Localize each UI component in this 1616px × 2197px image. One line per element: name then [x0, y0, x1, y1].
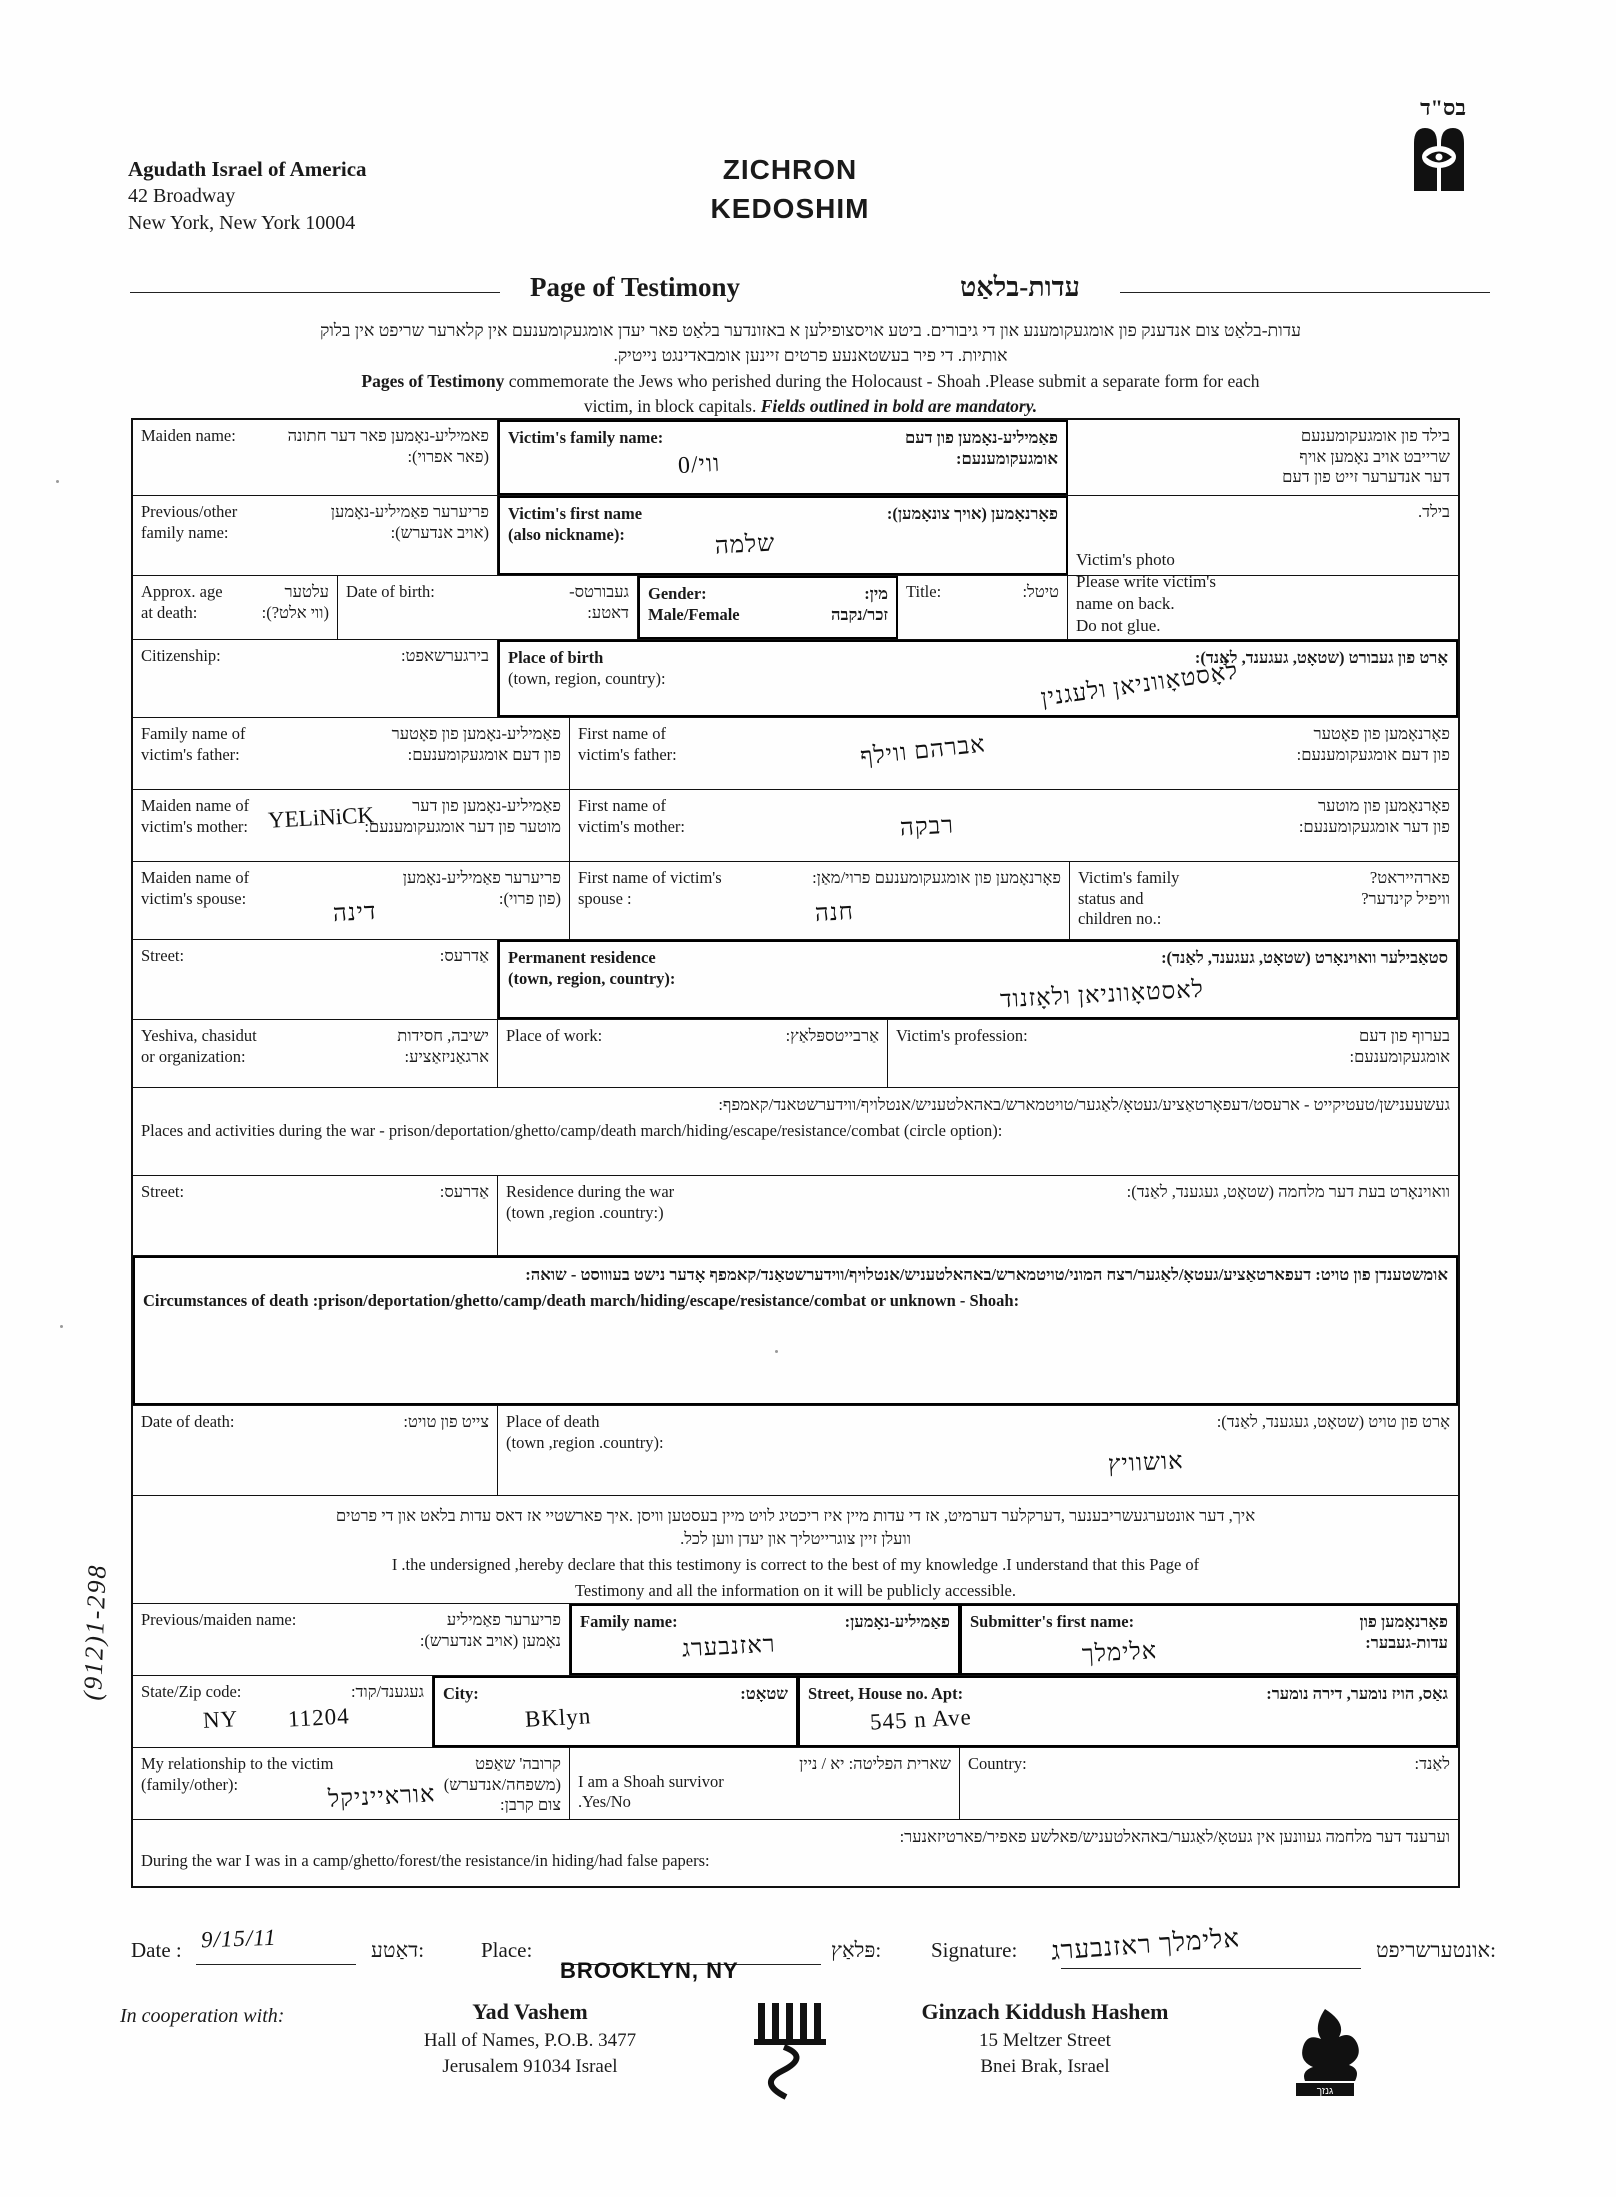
row-war-activities [133, 1088, 1458, 1176]
testimony-form-table [131, 418, 1460, 1888]
ginzach-block [880, 1997, 1210, 2081]
field-circumstances-of-death[interactable] [133, 1256, 1458, 1405]
victim-family-name-label-en: Victim's family name: [508, 428, 664, 447]
mother-first-label-en: First name of victim's mother: [578, 796, 686, 836]
field-country[interactable] [960, 1748, 1458, 1819]
yeshiva-label-he: ישיבה, חסידות ארגאַניזאַציע: [397, 1026, 489, 1066]
row-citizenship-place-of-birth [133, 640, 1458, 718]
profession-label-he: בערוף פון דעם אומגעקומענעם: [1349, 1026, 1450, 1066]
field-citizenship[interactable] [133, 640, 498, 717]
photo-en-1: Victim's photo [1076, 549, 1175, 569]
row-relationship-survivor-country [133, 1748, 1458, 1820]
document-footer [0, 1995, 1616, 2195]
photo-en-3: name on back. [1076, 593, 1175, 613]
field-permanent-residence[interactable] [498, 940, 1458, 1019]
row-spouse-and-status [133, 862, 1458, 940]
row-father-names [133, 718, 1458, 790]
ginzach-name: Ginzach Kiddush Hashem [921, 1999, 1169, 2024]
field-place-of-birth[interactable] [498, 640, 1458, 717]
row-residence-during-war [133, 1176, 1458, 1256]
title-label-en: Title: [906, 582, 942, 601]
photo-area [1068, 576, 1458, 639]
state-zip-label-en: State/Zip code: [141, 1682, 242, 1701]
field-mother-maiden-name[interactable] [133, 790, 570, 861]
war-activities-label-he: געשעענישן/טעטיקייט - ארעסט/דעפאָרטאַציע/געטאָ/לאַגער/טויטמארש/באהאלטעניש/אנטלויף/ווידערשטאנד/קאמפף: [718, 1095, 1450, 1114]
victim-first-name-value: שלמה [714, 530, 776, 560]
street-label-he: אַדרעס: [439, 946, 489, 965]
row-death-date-place [133, 1406, 1458, 1496]
divider-left [130, 292, 500, 293]
previous-other-label-he: פריערער פאַמיליע-נאָמען (אויב אנדערש): [330, 502, 489, 542]
spouse-maiden-label-en: Maiden name of victim's spouse: [141, 868, 250, 908]
field-approx-age[interactable] [133, 576, 338, 639]
declaration-he-line1: איך, דער אונטערגעשריבענער ,דערקלער דערמיט, אז די עדות מיין איז ריכטיג לויט מיין בעסטען וויסן .איך פארשטיי אז דאס עדות בלאט און די פרטים [335, 1506, 1256, 1525]
intro-he-line1: עדות-בלאַט צום אנדענק פון אומגעקומענע און די גיבורים. ביטע אויסצופילען א באזונדער בלאַט פאר יעדן אומגעקומענעם אין קלארער שריפט אין בלוק [319, 320, 1302, 340]
city-label-en: City: [443, 1684, 479, 1703]
row-war-status [133, 1820, 1458, 1886]
intro-en-line2-text: victim, in block capitals. [583, 396, 761, 417]
spouse-first-label-he: פאָרנאָמען פון אומגעקומענעם פרוי/מאַן: [812, 868, 1061, 887]
cooperation-label: In cooperation with: [120, 2005, 285, 2027]
field-submitter-family-name[interactable] [570, 1604, 960, 1675]
place-label-en: Place: [481, 1938, 533, 1962]
field-title[interactable] [898, 576, 1068, 639]
row-submitter-address [133, 1676, 1458, 1748]
intro-instructions [128, 318, 1493, 420]
field-place-of-work[interactable] [498, 1020, 888, 1087]
yad-vashem-logo-icon [740, 1995, 850, 2111]
field-relationship[interactable] [133, 1748, 570, 1819]
field-residence-during-war[interactable] [498, 1176, 1458, 1255]
document-title-line1: ZICHRON [722, 154, 858, 185]
yad-vashem-block [390, 1997, 670, 2081]
bsd-inscription: בס"ד [1420, 95, 1466, 120]
street-house-label-he: גאַס, הויז נומער, דירה נומער: [1266, 1684, 1448, 1703]
victim-family-name-label-he: פאַמיליע-נאָמען פון דעם אומגעקומענעם: [904, 428, 1058, 468]
place-of-death-label-en: Place of death (town ,region .country): [506, 1412, 664, 1452]
father-first-label-he: פאָרנאָמען פון פאָטער פון דעם אומגעקומענעם: [1296, 724, 1450, 764]
date-value: 9/15/11 [200, 1924, 277, 1953]
family-status-label-en: Victim's family status and children no.: [1078, 868, 1180, 929]
photo-instructions-he [1068, 420, 1458, 495]
survivor-label-en: I am a Shoah survivor .Yes/No [578, 1771, 724, 1812]
photo-he-1: בילד פון אומגעקומענעם [1300, 426, 1450, 445]
gender-label-he: מין: זכר/נקבה [831, 584, 888, 624]
field-place-of-death[interactable] [498, 1406, 1458, 1495]
date-underline [196, 1964, 356, 1965]
submitter-prev-label-he: פריערער פאַמיליע נאָמען (אויב אנדערש): [419, 1610, 561, 1650]
row-age-dob-gender-title [133, 576, 1458, 640]
relationship-label-he: קרובה' שאַפט (משפחה/אנדערש) צום קרבן: [443, 1754, 561, 1815]
field-date-of-death[interactable] [133, 1406, 498, 1495]
field-family-status[interactable] [1070, 862, 1458, 939]
organization-address-line1: 42 Broadway [128, 185, 236, 208]
field-submitter-first-name[interactable] [960, 1604, 1458, 1675]
field-spouse-first-name[interactable] [570, 862, 1070, 939]
street-label-en: Street: [141, 946, 185, 965]
scan-speck-left [60, 1325, 63, 1328]
permanent-residence-label-he: סטאַבילער וואוינאָרט (שטאָט, געגענד, לאַנד): [1161, 948, 1448, 967]
ginzach-line1: 15 Meltzer Street [979, 2029, 1111, 2051]
row-permanent-residence [133, 940, 1458, 1020]
relationship-label-en: My relationship to the victim (family/other): [141, 1754, 334, 1794]
field-profession[interactable] [888, 1020, 1458, 1087]
father-family-label-en: Family name of victim's father: [141, 724, 246, 764]
photo-en-2: Please write victim's [1076, 571, 1216, 591]
field-war-activities[interactable] [133, 1088, 1458, 1175]
date-of-birth-label-he: געבורטס- דאטע: [569, 582, 629, 622]
place-of-birth-label-he: אָרט פון געבורט (שטאָט, געגענד, לאַנד): [1194, 648, 1448, 667]
citizenship-label-en: Citizenship: [141, 646, 221, 665]
field-victim-first-name[interactable] [498, 496, 1068, 575]
permanent-residence-value: לאסטאָווניאן ולאָזנוד [999, 976, 1205, 1014]
row-yeshiva-work-profession [133, 1020, 1458, 1088]
mother-maiden-label-he: פאַמיליע-נאָמען פון דער מוטער פון דער אומגעקומענעם: [364, 796, 561, 836]
place-of-death-label-he: אָרט פון טויט (שטאָט, געגענד, לאַנד): [1216, 1412, 1450, 1431]
handwritten-side-note: (912)1-298 [78, 1563, 112, 1702]
tablets-of-law-icon [1410, 125, 1468, 195]
intro-en-line1 [128, 369, 1493, 394]
document-title [640, 150, 940, 228]
submitter-family-label-he: פאַמיליע-נאָמען: [844, 1612, 950, 1631]
state-zip-label-he: געגענד/קוד: [350, 1682, 424, 1701]
photo-en-4: Do not glue. [1076, 615, 1161, 635]
signature-value: אלימלך ראזנבערג [1050, 1923, 1241, 1966]
city-value: BKlyn [524, 1703, 592, 1732]
citizenship-label-he: בירגערשאפט: [400, 646, 489, 665]
date-of-death-label-he: צייט פון טויט: [403, 1412, 489, 1431]
organization-block [128, 155, 367, 237]
zip-value: 11204 [287, 1703, 351, 1732]
submitter-first-value: אלימלך [1081, 1638, 1158, 1668]
field-gender[interactable] [638, 576, 898, 639]
submitter-family-value: ראזנבערג [681, 1631, 777, 1663]
war-status-label-en: During the war I was in a camp/ghetto/forest/the resistance/in hiding/had false papers: [141, 1851, 710, 1871]
previous-other-label-en: Previous/other family name: [141, 502, 238, 542]
victim-first-name-label-en: Victim's first name (also nickname): [508, 504, 643, 544]
approx-age-label-he: עלטער (ווי אלט?): [261, 582, 329, 622]
country-label-he: לאַנד: [1414, 1754, 1450, 1773]
page-title-en: Page of Testimony [530, 272, 741, 302]
row-family-names [133, 420, 1458, 496]
residence-war-label-en: Residence during the war (town ,region .country:) [506, 1182, 675, 1222]
intro-en-italic: Fields outlined in bold are mandatory. [760, 396, 1038, 417]
field-war-status[interactable] [133, 1820, 1458, 1886]
city-label-he: שטאָט: [740, 1684, 788, 1703]
field-father-family-name[interactable] [133, 718, 570, 789]
signature-underline [1061, 1968, 1361, 1969]
row-submitter-names [133, 1604, 1458, 1676]
field-shoah-survivor[interactable] [570, 1748, 960, 1819]
field-spouse-maiden-name[interactable] [133, 862, 570, 939]
declaration-en-line1: I .the undersigned ,hereby declare that this testimony is correct to the best of my knowledge .I understand that this Page of [391, 1555, 1200, 1575]
submitter-prev-label-en: Previous/maiden name: [141, 1610, 297, 1629]
profession-label-en: Victim's profession: [896, 1026, 1028, 1045]
ginzach-line2: Bnei Brak, Israel [980, 2056, 1110, 2078]
state-value: NY [202, 1706, 239, 1733]
approx-age-label-en: Approx. age at death: [141, 582, 223, 622]
gender-label-en: Gender: Male/Female [648, 584, 740, 624]
father-first-label-en: First name of victim's father: [578, 724, 677, 764]
date-label-en: Date : [131, 1938, 182, 1962]
organization-address-line2: New York, New York 10004 [128, 212, 356, 235]
page-title-he: עדות-בלאַט [960, 272, 1080, 302]
submitter-first-label-en: Submitter's first name: [970, 1612, 1135, 1631]
submitter-family-label-en: Family name: [580, 1612, 678, 1631]
war-status-label-he: וערענד דער מלחמה געוונען אין געטאָ/לאַגער/באהאלטעניש/פאלשע פאפיר/פארטיזאנער: [899, 1827, 1450, 1846]
circumstances-label-en: Circumstances of death :prison/deportation/ghetto/camp/death march/hiding/escape/resistance/combat or unknown - Shoah: [143, 1291, 1020, 1311]
signature-label-he: אונטערשריפט: [1376, 1938, 1496, 1962]
row-mother-names [133, 790, 1458, 862]
spouse-maiden-label-he: פריערער פאַמיליע-נאָמען (פון פרוי): [402, 868, 561, 908]
date-label-he: דאַטע: [371, 1938, 425, 1962]
document-header [0, 0, 1616, 270]
place-of-death-value: אושוויץ [1107, 1448, 1185, 1478]
mother-first-value: רבקה [899, 812, 955, 842]
yad-vashem-line1: Hall of Names, P.O.B. 3477 [423, 2029, 637, 2051]
field-previous-other-family-name[interactable] [133, 496, 498, 575]
intro-he-line2: אותיות. די פיר בעשטאנעע פרטים זיינען אומבאדינגט נייטיק. [613, 345, 1008, 366]
street-house-value: 545 n Ave [869, 1704, 973, 1735]
intro-en-line2 [128, 394, 1493, 419]
page-of-testimony-heading [130, 272, 1490, 312]
photo-he-4: בילד. [1417, 502, 1450, 521]
photo-he-3: דער אנדערער זייט פון דעם [1282, 467, 1450, 487]
signature-label-en: Signature: [931, 1938, 1018, 1962]
photo-instructions-he-cont [1068, 496, 1458, 635]
street-war-label-en: Street: [141, 1182, 185, 1201]
signature-row [131, 1923, 1496, 1980]
place-label-he: פּלאַץ: [831, 1938, 882, 1962]
organization-name: Agudath Israel of America [128, 157, 367, 181]
field-state-zip[interactable] [133, 1676, 433, 1747]
field-street-house-apt[interactable] [798, 1676, 1458, 1747]
spouse-first-label-en: First name of victim's spouse : [578, 868, 722, 908]
field-maiden-name[interactable] [133, 420, 498, 495]
circumstances-label-he: אומשטענדן פון טויט: דעפארטאַציע/געטאָ/לאַגער/רצח המוני/טויטמארש/באהאלטעניש/אנטלויף/ווידערשטאַנד/קאמפף אָדער נישט בעוווסט - שואה: [525, 1265, 1448, 1284]
declaration-text [133, 1496, 1458, 1603]
place-of-birth-value: לאָסטאָווניאן ולעגנין [1039, 658, 1241, 712]
street-house-label-en: Street, House no. Apt: [808, 1684, 964, 1703]
spouse-first-value: חנה [814, 899, 855, 927]
street-war-label-he: אַדרעס: [439, 1182, 489, 1201]
place-of-work-label-he: אַרבייטספּלאַץ: [785, 1026, 879, 1045]
ginzach-logo-icon [1280, 2005, 1370, 2106]
field-father-first-name[interactable] [570, 718, 1458, 789]
place-of-work-label-en: Place of work: [506, 1026, 603, 1045]
mother-maiden-value: YELiNiCK [267, 802, 375, 833]
maiden-name-label-en: Maiden name: [141, 426, 236, 445]
family-status-label-he: פארהייראט? וויפיל קינדער? [1361, 868, 1450, 908]
declaration-he-line2: וועלן זיין צוגרייטליך און יעדן ווען לכל. [680, 1529, 911, 1549]
divider-right [1120, 292, 1490, 293]
father-first-value: אברהם ווילף [858, 731, 987, 771]
place-of-birth-label-en: Place of birth (town, region, country): [508, 648, 666, 688]
row-declaration [133, 1496, 1458, 1604]
declaration-en-line2: Testimony and all the information on it will be publicly accessible. [574, 1581, 1017, 1601]
victim-first-name-label-he: פאָרנאָמען (אויך צונאָמען): [886, 504, 1058, 523]
row-circumstances-of-death [133, 1256, 1458, 1406]
field-submitter-prev-maiden[interactable] [133, 1604, 570, 1675]
field-victim-family-name[interactable] [498, 420, 1068, 495]
yeshiva-label-en: Yeshiva, chasidut or organization: [141, 1026, 257, 1066]
war-activities-label-en: Places and activities during the war - prison/deportation/ghetto/camp/death march/hiding/escape/resistance/combat (circle option): [141, 1121, 1003, 1141]
father-family-label-he: פאַמיליע-נאָמען פון פאָטער פון דעם אומגעקומענעם: [391, 724, 561, 764]
submitter-first-label-he: פאָרנאָמען פון עדות-געבער: [1359, 1612, 1448, 1652]
intro-en-bold: Pages of Testimony [361, 370, 505, 391]
field-street-during-war[interactable] [133, 1176, 498, 1255]
field-date-of-birth[interactable] [338, 576, 638, 639]
scan-speck-top-left [56, 480, 59, 483]
field-street[interactable] [133, 940, 498, 1019]
permanent-residence-label-en: Permanent residence (town, region, country): [508, 948, 676, 988]
relationship-value: אוראייניקל [327, 1781, 437, 1813]
scan-speck [775, 1350, 778, 1353]
country-label-en: Country: [968, 1754, 1027, 1773]
victim-family-name-value: ווי/0 [677, 450, 721, 480]
place-stamp: BROOKLYN, NY [560, 1958, 739, 1983]
field-mother-first-name[interactable] [570, 790, 1458, 861]
svg-text:גנזך: גנזך [1316, 2086, 1334, 2097]
yad-vashem-line2: Jerusalem 91034 Israel [442, 2056, 618, 2078]
maiden-name-label-he: פאמיליע-נאָמען פאר דער חתונה (פאר אפרוי): [287, 426, 489, 466]
date-of-death-label-en: Date of death: [141, 1412, 235, 1431]
photo-he-2: שרייבט אויב נאָמען אויף [1299, 446, 1450, 466]
spouse-maiden-value: דינה [332, 898, 378, 928]
field-city[interactable] [433, 1676, 798, 1747]
title-label-he: טיטל: [1022, 582, 1059, 601]
yad-vashem-name: Yad Vashem [472, 1999, 588, 2024]
residence-war-label-he: וואוינאָרט בעת דער מלחמה (שטאָט, געגענד, לאַנד): [1126, 1182, 1450, 1201]
date-of-birth-label-en: Date of birth: [346, 582, 435, 601]
mother-first-label-he: פאָרנאָמען פון מוטער פון דער אומגעקומענעם: [1298, 796, 1450, 836]
survivor-label-he: שארית הפליטה: יא / ניין [799, 1754, 951, 1773]
intro-en-rest: commemorate the Jews who perished during the Holocaust - Shoah .Please submit a separate form for each [504, 370, 1260, 391]
mother-maiden-label-en: Maiden name of victim's mother: [141, 796, 250, 836]
document-title-line2: KEDOSHIM [710, 193, 870, 225]
field-yeshiva-organization[interactable] [133, 1020, 498, 1087]
